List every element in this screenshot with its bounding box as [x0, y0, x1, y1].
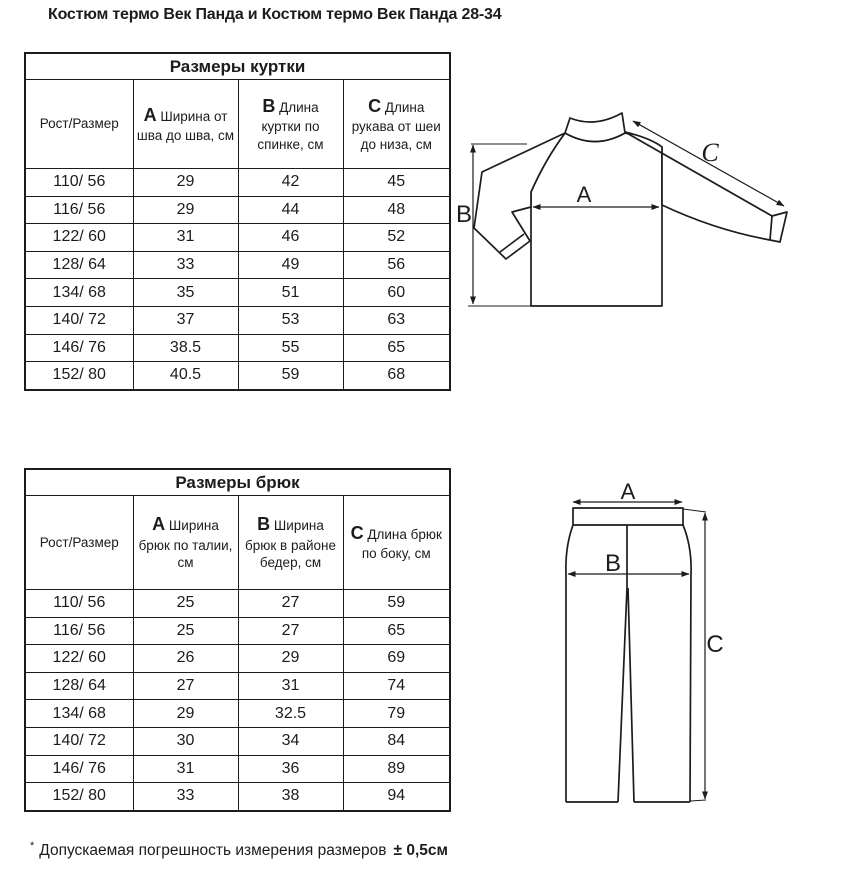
dim-desc-c: Длина брюк по боку, см: [361, 527, 442, 562]
measure-a-label: A: [576, 182, 592, 207]
table-cell: 55: [238, 334, 343, 362]
table-cell: 46: [238, 224, 343, 252]
table-cell: 44: [238, 196, 343, 224]
table-row: [25, 334, 450, 362]
pants-outline: [566, 508, 691, 802]
jacket-collar: [565, 113, 625, 142]
pants-table-header-row: [25, 496, 450, 590]
table-cell: 63: [343, 306, 450, 334]
pants-left-side: [566, 525, 573, 802]
dim-desc-c: Длина рукава от шеи до низа, см: [351, 99, 441, 152]
table-cell: 33: [133, 783, 238, 811]
jacket-table-title: Размеры куртки: [25, 53, 450, 80]
dim-desc-a: Ширина брюк по талии, см: [138, 518, 233, 571]
measure-c-bottom-tick: [690, 800, 706, 801]
footnote-text: Допускаемая погрешность измерения размеров: [39, 842, 387, 860]
table-cell: 32.5: [238, 700, 343, 728]
size-cell: 134/ 68: [25, 700, 133, 728]
table-cell: 84: [343, 727, 450, 755]
dim-letter-b: B: [262, 95, 276, 116]
page-title: Костюм термо Век Панда и Костюм термо Век Панда 28-34: [48, 6, 502, 23]
column-header-b: [238, 496, 343, 590]
table-row: [25, 700, 450, 728]
size-cell: 122/ 60: [25, 645, 133, 673]
table-row: [25, 196, 450, 224]
table-row: [25, 224, 450, 252]
table-cell: 29: [133, 196, 238, 224]
table-cell: 27: [238, 617, 343, 645]
table-row: [25, 755, 450, 783]
size-cell: 122/ 60: [25, 224, 133, 252]
table-cell: 59: [343, 590, 450, 618]
table-cell: 53: [238, 306, 343, 334]
dim-desc-b: Длина куртки по спинке, см: [257, 99, 324, 152]
dim-letter-c: C: [350, 523, 364, 544]
table-row: [25, 279, 450, 307]
table-cell: 56: [343, 251, 450, 279]
table-cell: 48: [343, 196, 450, 224]
size-cell: 110/ 56: [25, 590, 133, 618]
table-cell: 45: [343, 169, 450, 197]
table-cell: 25: [133, 590, 238, 618]
tolerance-footnote: [30, 840, 448, 860]
dim-desc-b: Ширина брюк в районе бедер, см: [245, 518, 336, 571]
table-cell: 79: [343, 700, 450, 728]
measure-c-top-tick: [683, 509, 706, 512]
column-header-a: [133, 80, 238, 169]
measure-b-label: B: [604, 550, 622, 577]
table-cell: 94: [343, 783, 450, 811]
size-cell: 128/ 64: [25, 672, 133, 700]
table-cell: 65: [343, 617, 450, 645]
pants-right-inseam: [628, 588, 634, 802]
column-header-a: [133, 496, 238, 590]
table-cell: 33: [133, 251, 238, 279]
dim-letter-c: C: [368, 95, 382, 116]
jacket-measurement-diagram: [455, 60, 850, 350]
size-cell: 152/ 80: [25, 783, 133, 811]
size-cell: 128/ 64: [25, 251, 133, 279]
table-cell: 25: [133, 617, 238, 645]
table-row: [25, 727, 450, 755]
pants-measurements: [568, 479, 724, 801]
table-cell: 69: [343, 645, 450, 673]
table-cell: 65: [343, 334, 450, 362]
table-cell: 68: [343, 362, 450, 390]
dim-letter-a: A: [152, 514, 166, 535]
table-cell: 30: [133, 727, 238, 755]
table-cell: 29: [133, 169, 238, 197]
measure-a-label: A: [620, 479, 636, 504]
table-cell: 60: [343, 279, 450, 307]
table-row: [25, 590, 450, 618]
table-cell: 27: [238, 590, 343, 618]
table-cell: 42: [238, 169, 343, 197]
dim-letter-a: A: [143, 104, 157, 125]
size-cell: 110/ 56: [25, 169, 133, 197]
dim-desc-a: Ширина от шва до шва, см: [136, 108, 235, 143]
table-cell: 74: [343, 672, 450, 700]
measure-c-label: C: [701, 138, 719, 167]
size-cell: 116/ 56: [25, 617, 133, 645]
column-header-c: [343, 496, 450, 590]
table-cell: 49: [238, 251, 343, 279]
table-cell: 52: [343, 224, 450, 252]
size-cell: 134/ 68: [25, 279, 133, 307]
pants-left-inseam: [618, 588, 627, 802]
column-header-b: [238, 80, 343, 169]
table-row: [25, 783, 450, 811]
table-cell: 36: [238, 755, 343, 783]
table-cell: 29: [238, 645, 343, 673]
table-cell: 51: [238, 279, 343, 307]
pants-measurement-diagram: [540, 475, 740, 820]
table-row: [25, 672, 450, 700]
footnote-tolerance-value: ± 0,5см: [393, 842, 448, 860]
size-cell: 140/ 72: [25, 727, 133, 755]
size-cell: 146/ 76: [25, 755, 133, 783]
pants-table-title-row: [25, 469, 450, 496]
jacket-outline: [474, 113, 787, 306]
column-header-size: Рост/Размер: [25, 80, 133, 169]
column-header-size: Рост/Размер: [25, 496, 133, 590]
table-cell: 37: [133, 306, 238, 334]
column-header-c: [343, 80, 450, 169]
footnote-asterisk: *: [30, 840, 35, 852]
table-cell: 31: [133, 755, 238, 783]
table-row: [25, 169, 450, 197]
pants-waistband: [573, 508, 683, 525]
table-cell: 35: [133, 279, 238, 307]
size-cell: 116/ 56: [25, 196, 133, 224]
jacket-table-title-row: [25, 53, 450, 80]
table-cell: 31: [133, 224, 238, 252]
table-cell: 38.5: [133, 334, 238, 362]
pants-size-table: [24, 468, 451, 812]
size-cell: 146/ 76: [25, 334, 133, 362]
table-cell: 40.5: [133, 362, 238, 390]
pants-right-side: [683, 525, 691, 802]
jacket-body: [531, 133, 662, 306]
table-cell: 89: [343, 755, 450, 783]
jacket-size-table: [24, 52, 451, 391]
table-cell: 31: [238, 672, 343, 700]
table-cell: 29: [133, 700, 238, 728]
table-row: [25, 617, 450, 645]
measure-b-label: B: [455, 201, 473, 228]
size-cell: 152/ 80: [25, 362, 133, 390]
table-cell: 38: [238, 783, 343, 811]
measure-c-label: C: [706, 631, 724, 658]
table-row: [25, 306, 450, 334]
jacket-table-header-row: [25, 80, 450, 169]
table-row: [25, 645, 450, 673]
table-cell: 59: [238, 362, 343, 390]
size-cell: 140/ 72: [25, 306, 133, 334]
pants-table-title: Размеры брюк: [25, 469, 450, 496]
table-cell: 26: [133, 645, 238, 673]
table-row: [25, 251, 450, 279]
dim-letter-b: B: [257, 514, 271, 535]
table-cell: 27: [133, 672, 238, 700]
table-row: [25, 362, 450, 390]
table-cell: 34: [238, 727, 343, 755]
